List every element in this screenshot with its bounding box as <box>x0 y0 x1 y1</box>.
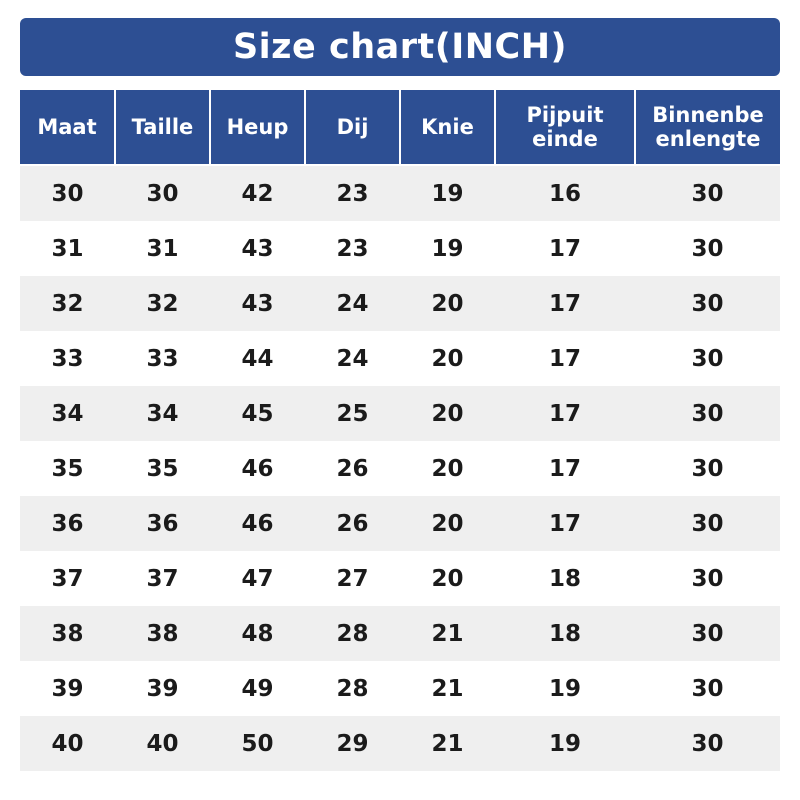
cell-binnenbeenlengte: 30 <box>635 386 780 441</box>
cell-taille: 36 <box>115 496 210 551</box>
cell-pijpuit-einde: 17 <box>495 276 635 331</box>
cell-maat: 30 <box>20 165 115 221</box>
cell-dij: 28 <box>305 661 400 716</box>
table-row <box>20 661 780 716</box>
table-header-row <box>20 89 780 165</box>
table-row <box>20 606 780 661</box>
cell-knie: 20 <box>400 386 495 441</box>
cell-pijpuit-einde: 18 <box>495 606 635 661</box>
size-chart-table <box>20 88 780 771</box>
cell-knie: 20 <box>400 276 495 331</box>
cell-heup: 49 <box>210 661 305 716</box>
cell-dij: 26 <box>305 441 400 496</box>
cell-dij: 24 <box>305 331 400 386</box>
column-header-maat: Maat <box>20 89 115 165</box>
cell-pijpuit-einde: 17 <box>495 221 635 276</box>
cell-pijpuit-einde: 17 <box>495 386 635 441</box>
cell-taille: 30 <box>115 165 210 221</box>
cell-knie: 21 <box>400 716 495 771</box>
cell-taille: 37 <box>115 551 210 606</box>
cell-dij: 24 <box>305 276 400 331</box>
cell-dij: 25 <box>305 386 400 441</box>
table-row <box>20 716 780 771</box>
cell-knie: 20 <box>400 441 495 496</box>
table-row <box>20 496 780 551</box>
cell-heup: 43 <box>210 276 305 331</box>
cell-pijpuit-einde: 18 <box>495 551 635 606</box>
cell-heup: 46 <box>210 496 305 551</box>
cell-binnenbeenlengte: 30 <box>635 496 780 551</box>
table-row <box>20 441 780 496</box>
cell-binnenbeenlengte: 30 <box>635 716 780 771</box>
table-header <box>20 89 780 165</box>
table-body <box>20 165 780 771</box>
cell-dij: 26 <box>305 496 400 551</box>
table-row <box>20 276 780 331</box>
cell-maat: 36 <box>20 496 115 551</box>
table-row <box>20 221 780 276</box>
cell-dij: 27 <box>305 551 400 606</box>
cell-pijpuit-einde: 17 <box>495 496 635 551</box>
cell-heup: 45 <box>210 386 305 441</box>
cell-heup: 42 <box>210 165 305 221</box>
column-header-heup: Heup <box>210 89 305 165</box>
page-title: Size chart(INCH) <box>232 27 568 67</box>
cell-heup: 50 <box>210 716 305 771</box>
cell-taille: 33 <box>115 331 210 386</box>
cell-knie: 20 <box>400 331 495 386</box>
cell-dij: 28 <box>305 606 400 661</box>
cell-heup: 44 <box>210 331 305 386</box>
cell-taille: 40 <box>115 716 210 771</box>
table-row <box>20 551 780 606</box>
cell-knie: 21 <box>400 661 495 716</box>
column-header-dij: Dij <box>305 89 400 165</box>
cell-maat: 38 <box>20 606 115 661</box>
cell-maat: 39 <box>20 661 115 716</box>
cell-dij: 29 <box>305 716 400 771</box>
cell-maat: 34 <box>20 386 115 441</box>
cell-knie: 19 <box>400 221 495 276</box>
cell-pijpuit-einde: 16 <box>495 165 635 221</box>
cell-heup: 43 <box>210 221 305 276</box>
cell-binnenbeenlengte: 30 <box>635 331 780 386</box>
cell-knie: 20 <box>400 496 495 551</box>
cell-taille: 39 <box>115 661 210 716</box>
cell-binnenbeenlengte: 30 <box>635 606 780 661</box>
cell-heup: 46 <box>210 441 305 496</box>
cell-dij: 23 <box>305 221 400 276</box>
cell-maat: 31 <box>20 221 115 276</box>
column-header-binnenbeenlengte: Binnenbe enlengte <box>635 89 780 165</box>
cell-binnenbeenlengte: 30 <box>635 165 780 221</box>
cell-knie: 19 <box>400 165 495 221</box>
cell-pijpuit-einde: 19 <box>495 661 635 716</box>
cell-heup: 48 <box>210 606 305 661</box>
cell-taille: 31 <box>115 221 210 276</box>
cell-pijpuit-einde: 17 <box>495 331 635 386</box>
cell-taille: 32 <box>115 276 210 331</box>
cell-maat: 35 <box>20 441 115 496</box>
column-header-taille: Taille <box>115 89 210 165</box>
cell-pijpuit-einde: 17 <box>495 441 635 496</box>
cell-maat: 33 <box>20 331 115 386</box>
cell-binnenbeenlengte: 30 <box>635 441 780 496</box>
cell-dij: 23 <box>305 165 400 221</box>
chart-title-bar <box>20 18 780 76</box>
cell-binnenbeenlengte: 30 <box>635 221 780 276</box>
table-row <box>20 331 780 386</box>
cell-knie: 21 <box>400 606 495 661</box>
cell-binnenbeenlengte: 30 <box>635 551 780 606</box>
cell-binnenbeenlengte: 30 <box>635 661 780 716</box>
cell-binnenbeenlengte: 30 <box>635 276 780 331</box>
cell-knie: 20 <box>400 551 495 606</box>
cell-taille: 38 <box>115 606 210 661</box>
cell-maat: 32 <box>20 276 115 331</box>
column-header-pijpuit-einde: Pijpuit einde <box>495 89 635 165</box>
cell-pijpuit-einde: 19 <box>495 716 635 771</box>
cell-taille: 35 <box>115 441 210 496</box>
table-row <box>20 386 780 441</box>
cell-heup: 47 <box>210 551 305 606</box>
column-header-knie: Knie <box>400 89 495 165</box>
cell-taille: 34 <box>115 386 210 441</box>
cell-maat: 37 <box>20 551 115 606</box>
cell-maat: 40 <box>20 716 115 771</box>
table-row <box>20 165 780 221</box>
